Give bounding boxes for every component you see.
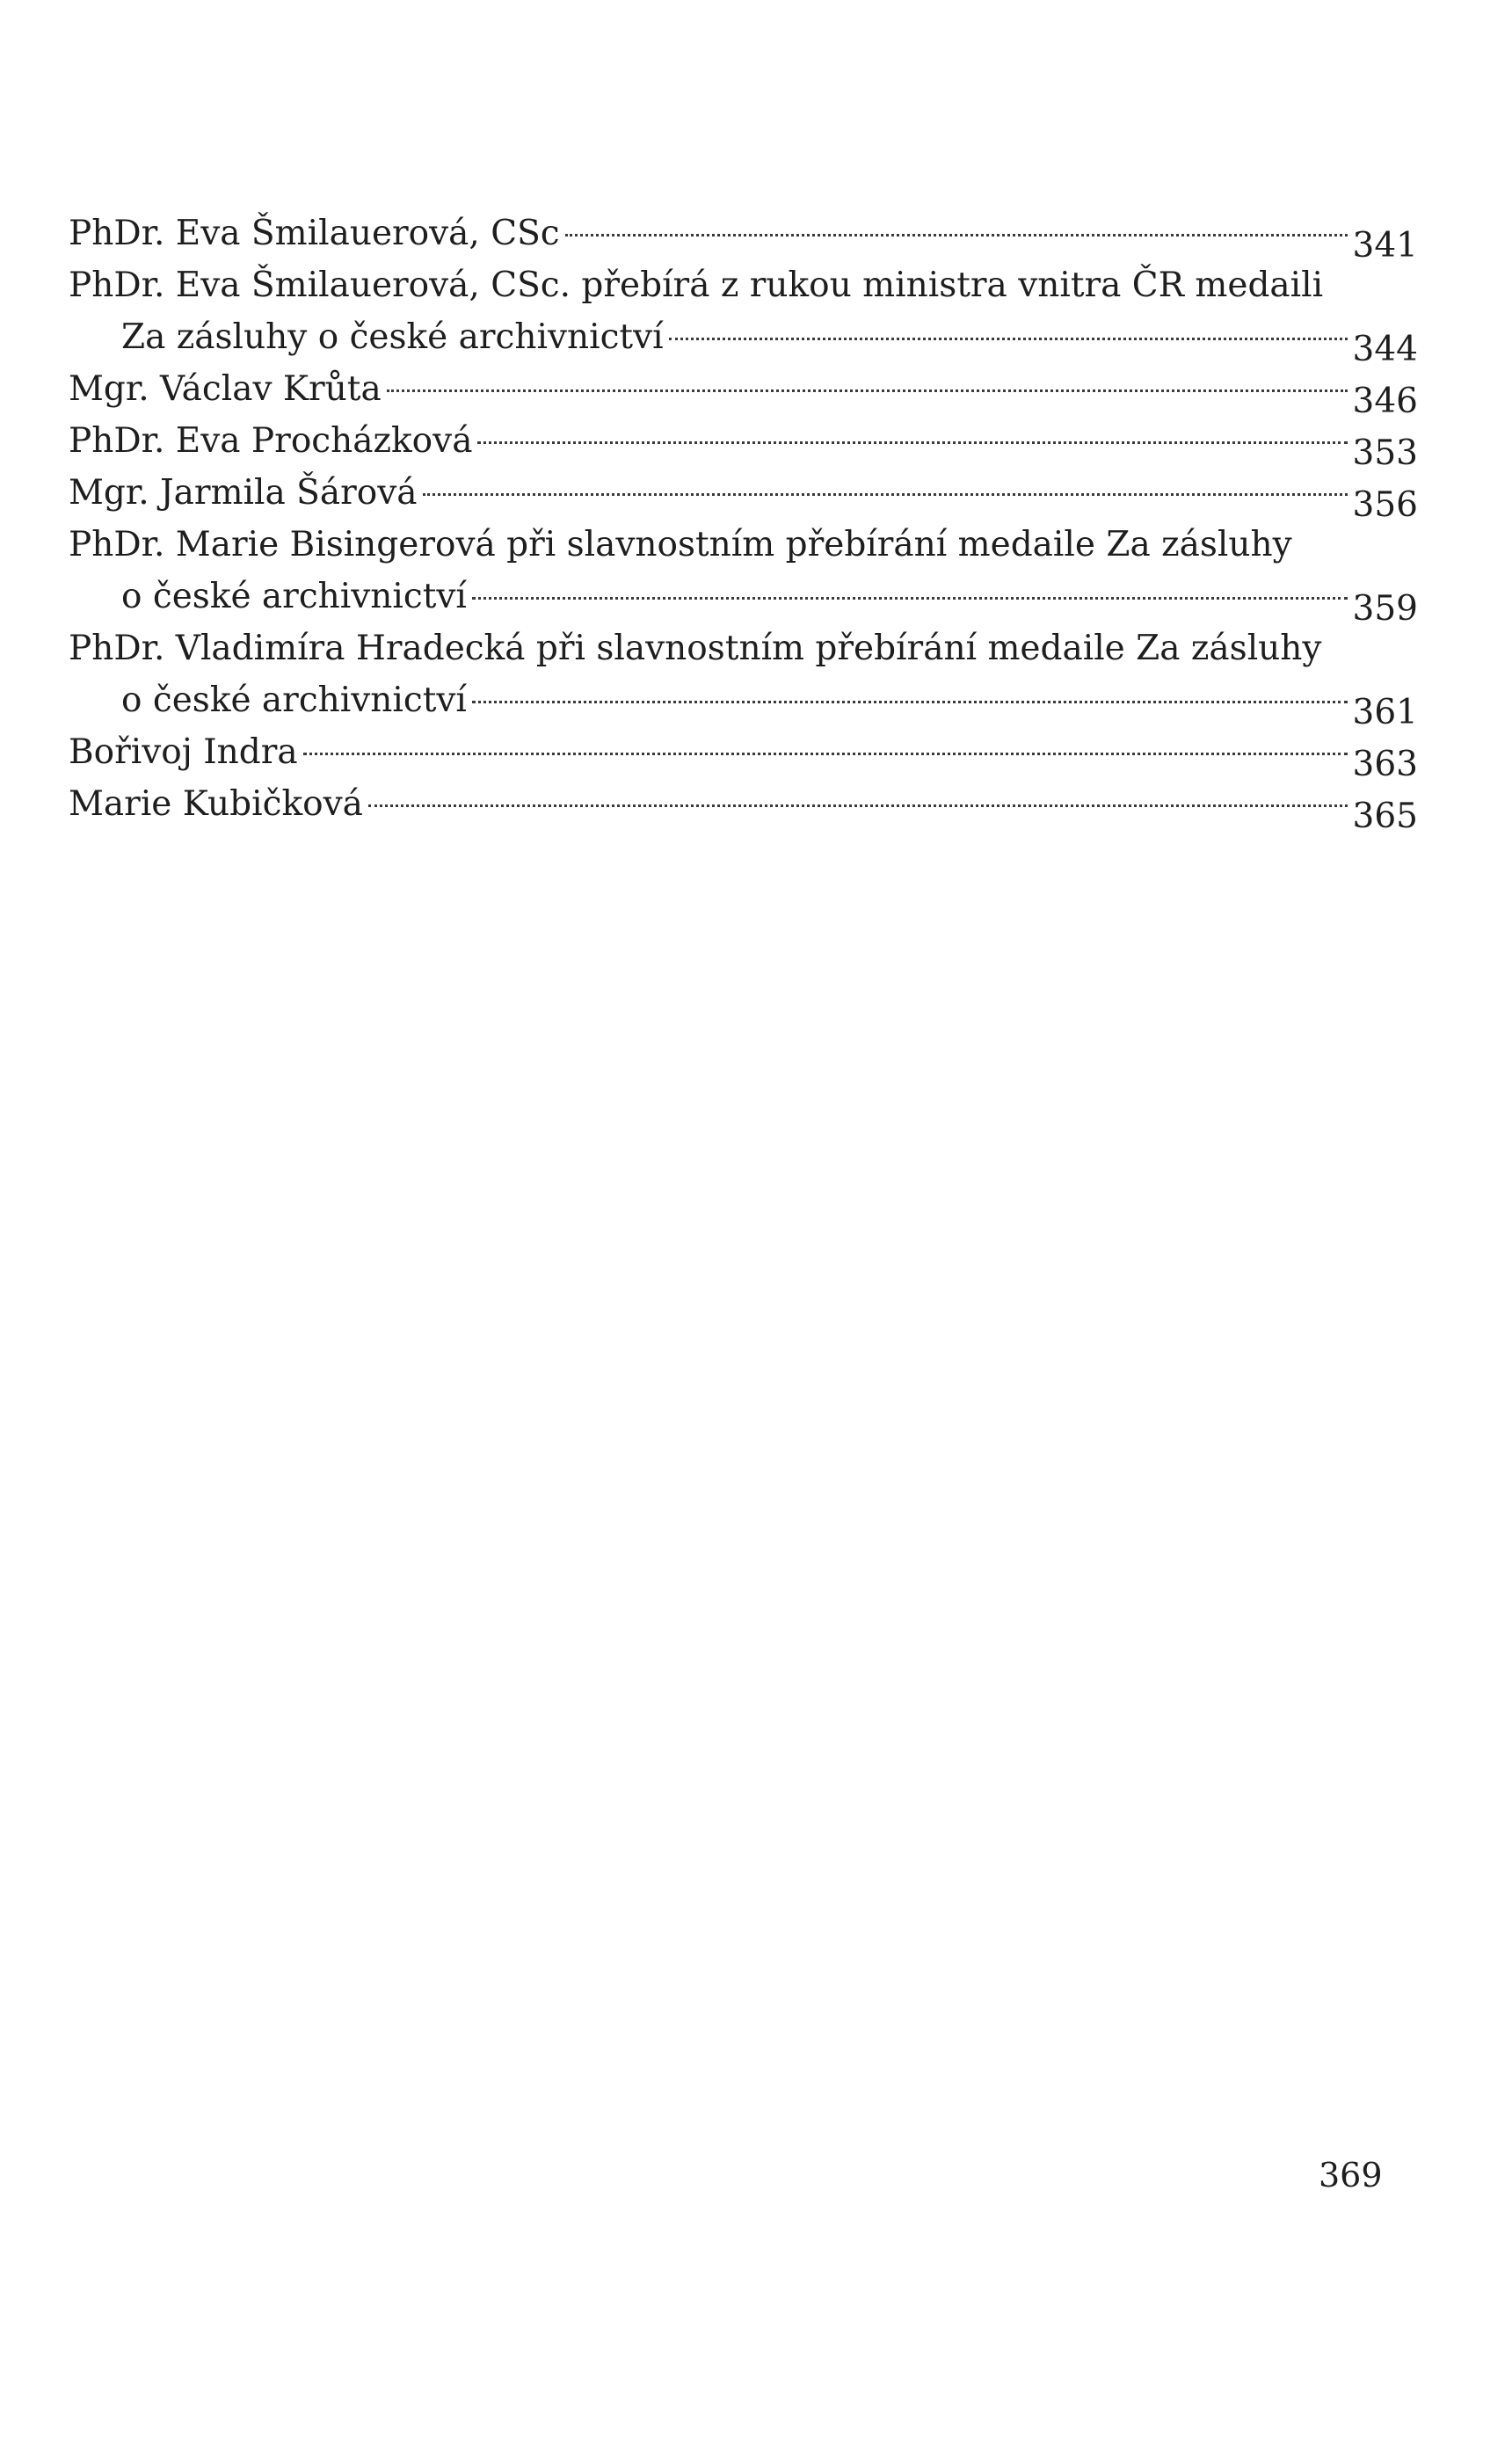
toc-entry-title: PhDr. Vladimíra Hradecká při slavnostním přebírání medaile Za zásluhy — [69, 629, 1322, 668]
toc-entry-line — [69, 207, 1418, 266]
toc-entry-page: 341 — [1352, 226, 1418, 266]
toc-entry-line — [69, 311, 1418, 369]
dot-leader — [387, 389, 1348, 392]
toc-entry — [69, 726, 1418, 784]
toc-entry-title: Mgr. Václav Krůta — [69, 369, 382, 409]
toc-entry-line — [69, 415, 1418, 473]
toc-entry-title: PhDr. Eva Šmilauerová, CSc. přebírá z rukou ministra vnitra ČR medaili — [69, 266, 1324, 305]
toc-entry — [69, 467, 1418, 525]
toc-entry-title-continued: o české archivnictví — [121, 681, 467, 720]
toc-entry — [69, 259, 1418, 369]
toc-entry-page: 356 — [1352, 485, 1418, 525]
toc-entry-line — [69, 259, 1418, 311]
toc-entry-line — [69, 674, 1418, 732]
toc-entry-page: 346 — [1352, 382, 1418, 421]
toc-entry-page: 363 — [1352, 745, 1418, 784]
toc-entry-line — [69, 726, 1418, 784]
dot-leader — [303, 753, 1348, 755]
toc-entry-title: PhDr. Eva Šmilauerová, CSc — [69, 214, 560, 253]
toc-entry — [69, 622, 1418, 732]
toc-entry-line — [69, 622, 1418, 674]
toc-entry — [69, 363, 1418, 421]
toc-entry-title: PhDr. Marie Bisingerová při slavnostním přebírání medaile Za zásluhy — [69, 525, 1292, 564]
toc-entry-line — [69, 467, 1418, 525]
toc-entry — [69, 519, 1418, 629]
toc-entry-title-continued: o české archivnictví — [121, 577, 467, 616]
dot-leader — [669, 338, 1348, 340]
toc-entry-title: Marie Kubičková — [69, 784, 363, 824]
toc-entry — [69, 415, 1418, 473]
dot-leader — [477, 441, 1347, 444]
toc-entry-line — [69, 519, 1418, 571]
toc-entry-page: 359 — [1352, 589, 1418, 629]
dot-leader — [423, 493, 1348, 496]
toc-entry-line — [69, 571, 1418, 629]
toc-entry-title: PhDr. Eva Procházková — [69, 421, 473, 461]
toc-entry — [69, 778, 1418, 836]
toc-entry-title-continued: Za zásluhy o české archivnictví — [121, 317, 664, 357]
dot-leader — [472, 597, 1348, 600]
toc-entry-page: 365 — [1352, 797, 1418, 836]
dot-leader — [368, 804, 1348, 807]
toc-entry-title: Mgr. Jarmila Šárová — [69, 473, 418, 513]
toc-entry-line — [69, 363, 1418, 421]
dot-leader — [472, 701, 1348, 703]
list-of-illustrations — [69, 207, 1418, 836]
toc-entry-page: 361 — [1352, 693, 1418, 732]
toc-entry-page: 353 — [1352, 433, 1418, 473]
toc-entry-line — [69, 778, 1418, 836]
toc-entry — [69, 207, 1418, 266]
page-number: 369 — [1319, 2156, 1383, 2194]
toc-entry-title: Bořivoj Indra — [69, 732, 298, 772]
dot-leader — [565, 234, 1348, 237]
toc-entry-page: 344 — [1352, 330, 1418, 369]
